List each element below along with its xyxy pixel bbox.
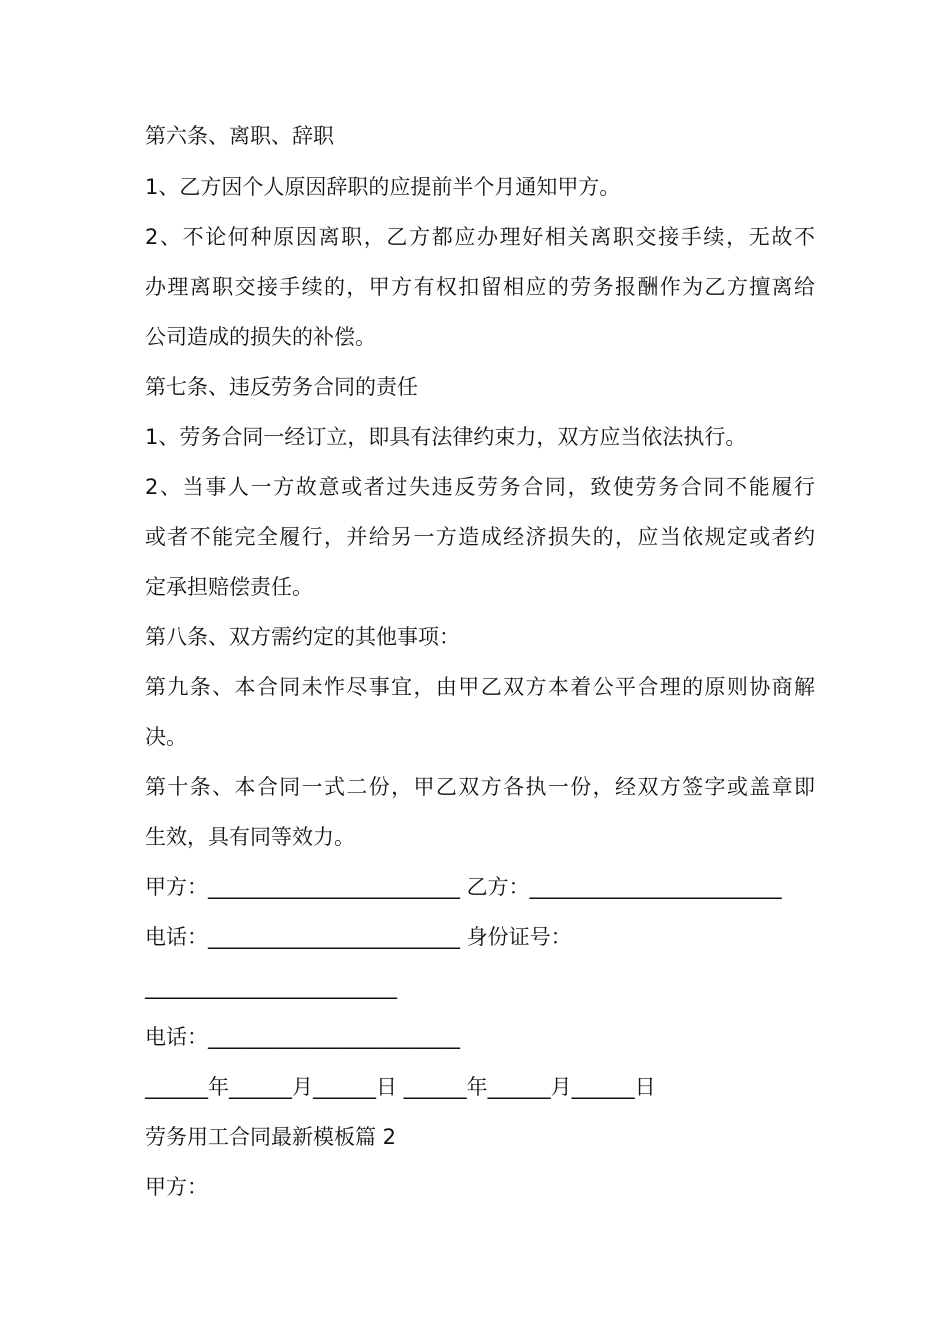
article-6-clause-1: 1、乙方因个人原因辞职的应提前半个月通知甲方。: [145, 175, 621, 199]
article-6-clause-2-line-1: 2、不论何种原因离职，乙方都应办理好相关离职交接手续，无故不: [145, 225, 815, 249]
article-7-heading: 第七条、违反劳务合同的责任: [145, 375, 418, 399]
signature-phone-id-line: 电话：________________________ 身份证号：: [145, 925, 572, 949]
signature-party-line: 甲方：________________________ 乙方：________________________: [145, 875, 782, 899]
signature-phone-line: 电话：________________________: [145, 1025, 460, 1049]
article-7-clause-2-line-3: 定承担赔偿责任。: [145, 575, 313, 599]
article-6-heading: 第六条、离职、辞职: [145, 124, 334, 148]
article-9-line-2: 决。: [145, 725, 187, 749]
article-10-line-2: 生效，具有同等效力。: [145, 825, 355, 849]
section-title-template-2: 劳务用工合同最新模板篇 2: [145, 1125, 397, 1149]
article-6-clause-2-line-2: 办理离职交接手续的，甲方有权扣留相应的劳务报酬作为乙方擅离给: [145, 275, 815, 299]
party-a-label: 甲方：: [145, 1175, 208, 1199]
article-10-line-1: 第十条、本合同一式二份，甲乙双方各执一份，经双方签字或盖章即: [145, 775, 815, 799]
article-7-clause-2-line-1: 2、当事人一方故意或者过失违反劳务合同，致使劳务合同不能履行: [145, 475, 815, 499]
article-6-clause-2-line-3: 公司造成的损失的补偿。: [145, 325, 376, 349]
signature-date-line: ______年______月______日 ______年______月______日: [145, 1075, 656, 1099]
article-8-heading: 第八条、双方需约定的其他事项：: [145, 625, 460, 649]
id-number-blank: ________________________: [145, 975, 397, 999]
article-9-line-1: 第九条、本合同未怍尽事宜，由甲乙双方本着公平合理的原则协商解: [145, 675, 815, 699]
article-7-clause-1: 1、劳务合同一经订立，即具有法律约束力，双方应当依法执行。: [145, 425, 747, 449]
article-7-clause-2-line-2: 或者不能完全履行，并给另一方造成经济损失的，应当依规定或者约: [145, 525, 815, 549]
